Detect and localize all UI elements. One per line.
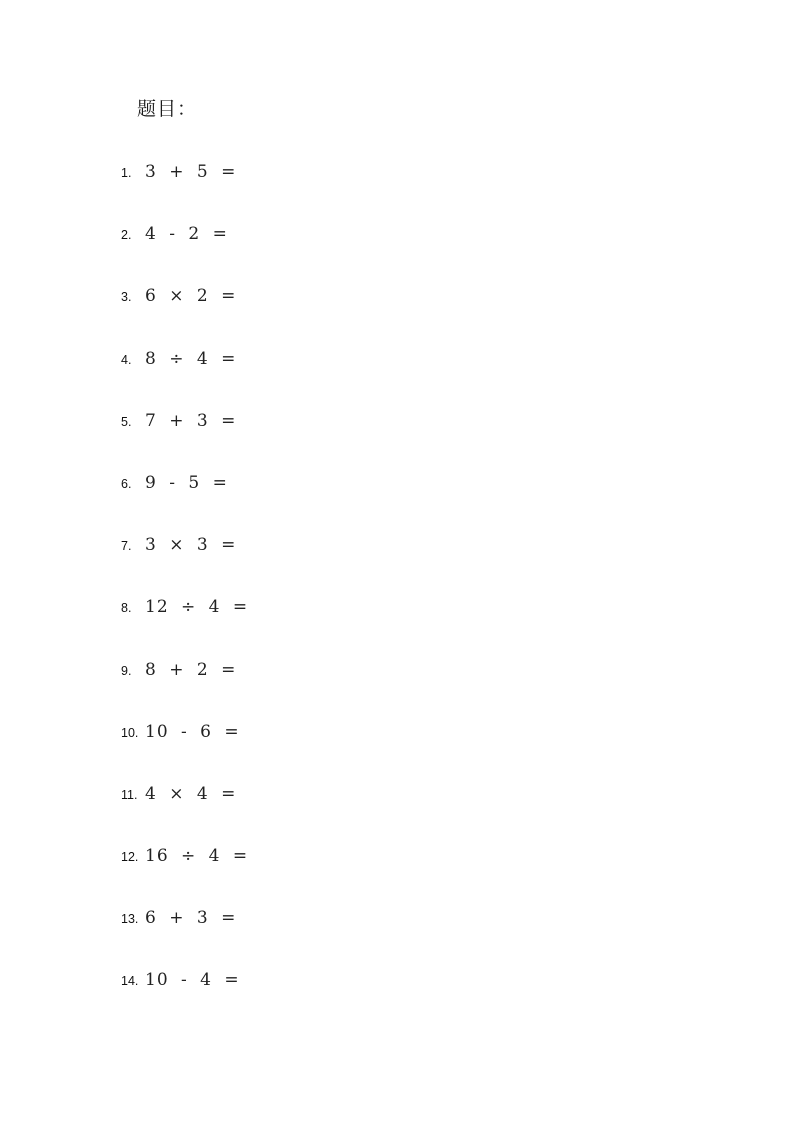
problem-number: 9.	[121, 663, 132, 678]
problem-expression: 9 - 5 =	[145, 472, 228, 493]
problem-number: 2.	[121, 228, 132, 243]
problem-number: 11.	[121, 787, 138, 802]
problem-number: 4.	[121, 352, 132, 367]
problem-expression: 12 ÷ 4 =	[145, 597, 249, 618]
problem-number: 12.	[121, 850, 139, 865]
problem-item	[121, 282, 248, 344]
problem-item	[121, 780, 248, 842]
problem-expression: 10 - 6 =	[145, 721, 240, 742]
problem-number: 8.	[121, 601, 132, 616]
problem-expression: 7 + 3 =	[145, 410, 237, 431]
problem-item	[121, 469, 248, 531]
problem-item	[121, 158, 248, 220]
problem-number: 6.	[121, 476, 132, 491]
problem-item	[121, 904, 248, 966]
problem-expression: 3 + 5 =	[145, 162, 237, 182]
problem-item	[121, 345, 248, 407]
problem-expression: 6 × 2 =	[145, 286, 237, 307]
problem-item	[121, 220, 248, 282]
problem-number: 5.	[121, 414, 132, 429]
problem-item	[121, 718, 248, 780]
problem-expression: 3 × 3 =	[145, 535, 237, 556]
problem-number: 10.	[121, 725, 139, 740]
problem-item	[121, 593, 248, 655]
problem-number: 3.	[121, 290, 132, 305]
problem-item	[121, 966, 248, 1028]
problem-item	[121, 842, 248, 904]
problem-expression: 8 ÷ 4 =	[145, 348, 237, 369]
problem-expression: 6 + 3 =	[145, 908, 237, 929]
worksheet-heading: 题目：	[137, 98, 198, 120]
problem-expression: 4 × 4 =	[145, 783, 237, 804]
problem-item	[121, 407, 248, 469]
problem-number: 14.	[121, 974, 139, 989]
problem-expression: 8 + 2 =	[145, 659, 237, 680]
problem-expression: 10 - 4 =	[145, 970, 240, 991]
problem-expression: 16 ÷ 4 =	[145, 846, 249, 867]
problem-item	[121, 656, 248, 718]
problem-number: 1.	[121, 166, 132, 180]
problem-number: 7.	[121, 539, 132, 554]
problem-expression: 4 - 2 =	[145, 224, 228, 245]
problem-number: 13.	[121, 912, 139, 927]
problem-list	[121, 158, 248, 1029]
problem-item	[121, 531, 248, 593]
